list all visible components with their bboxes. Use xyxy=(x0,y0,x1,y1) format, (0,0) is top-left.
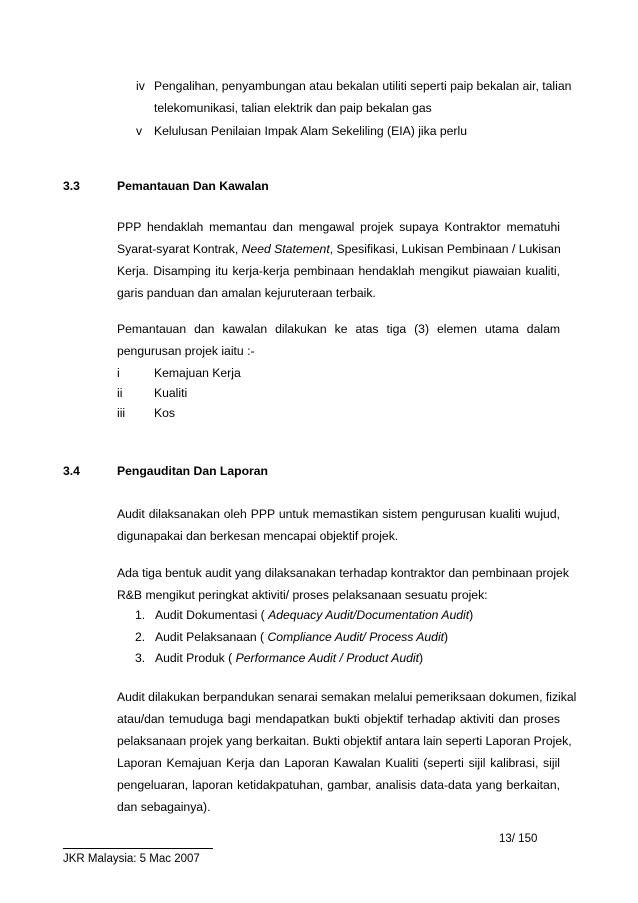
paragraph-line: Kerja. Disamping itu kerja-kerja pembinaan hendaklah mengikut piawaian kualiti, xyxy=(117,264,560,278)
paragraph-line: Ada tiga bentuk audit yang dilaksanakan terhadap kontraktor dan pembinaan projek xyxy=(117,566,569,580)
paragraph-line: PPP hendaklah memantau dan mengawal projek supaya Kontraktor mematuhi xyxy=(117,220,560,234)
paragraph-line: digunapakai dan berkesan mencapai objektif projek. xyxy=(117,529,399,543)
paragraph-line: R&B mengikut peringkat aktiviti/ proses pelaksanaan sesuatu projek: xyxy=(117,588,488,602)
section-number: 3.4 xyxy=(63,464,80,478)
list-item-text: Kelulusan Penilaian Impak Alam Sekeliling (EIA) jika perlu xyxy=(154,124,467,138)
audit-number: 2. xyxy=(135,630,146,644)
element-text: Kemajuan Kerja xyxy=(154,366,241,380)
list-item-number: iv xyxy=(136,79,145,93)
section-title: Pengauditan Dan Laporan xyxy=(117,464,269,478)
list-item-text: telekomunikasi, talian elektrik dan paip bekalan gas xyxy=(154,101,432,115)
section-title: Pemantauan Dan Kawalan xyxy=(117,179,269,193)
paragraph-line: Syarat-syarat Kontrak, Need Statement, Spesifikasi, Lukisan Pembinaan / Lukisan xyxy=(117,242,561,256)
paragraph-line: pengeluaran, laporan ketidakpatuhan, gambar, analisis data-data yang berkaitan, xyxy=(117,778,560,792)
element-number: ii xyxy=(117,386,123,400)
paragraph-line: pelaksanaan projek yang berkaitan. Bukti objektif antara lain seperti Laporan Projek, xyxy=(117,734,572,748)
paragraph-line: dan sebagainya). xyxy=(117,800,211,814)
audit-number: 1. xyxy=(135,608,146,622)
audit-type: Audit Pelaksanaan ( Compliance Audit/ Process Audit) xyxy=(155,630,449,644)
paragraph-line: Pemantauan dan kawalan dilakukan ke atas tiga (3) elemen utama dalam xyxy=(117,322,560,336)
audit-number: 3. xyxy=(135,651,146,665)
paragraph-line: Laporan Kemajuan Kerja dan Laporan Kawalan Kualiti (seperti sijil kalibrasi, sijil xyxy=(117,756,560,770)
paragraph-line: Audit dilaksanakan oleh PPP untuk memastikan sistem pengurusan kualiti wujud, xyxy=(117,507,560,521)
paragraph-line: pengurusan projek iaitu :- xyxy=(117,344,255,358)
paragraph-line: atau/dan temuduga bagi mendapatkan bukti objektif terhadap aktiviti dan proses xyxy=(117,712,560,726)
paragraph-line: garis panduan dan amalan kejuruteraan terbaik. xyxy=(117,286,376,300)
footer-document-ref: JKR Malaysia: 5 Mac 2007 xyxy=(63,853,200,865)
paragraph-line: Audit dilakukan berpandukan senarai semakan melalui pemeriksaan dokumen, fizikal xyxy=(117,690,577,704)
list-item-text: Pengalihan, penyambungan atau bekalan utiliti seperti paip bekalan air, talian xyxy=(154,79,572,93)
list-item-number: v xyxy=(136,124,143,138)
audit-type: Audit Dokumentasi ( Adequacy Audit/Documentation Audit) xyxy=(155,608,474,622)
element-number: i xyxy=(117,366,120,380)
audit-type: Audit Produk ( Performance Audit / Product Audit) xyxy=(155,651,424,665)
element-number: iii xyxy=(117,406,126,420)
element-text: Kualiti xyxy=(154,386,188,400)
footer-rule xyxy=(63,848,213,849)
page-number: 13/ 150 xyxy=(499,833,538,845)
section-number: 3.3 xyxy=(63,179,80,193)
element-text: Kos xyxy=(154,406,176,420)
